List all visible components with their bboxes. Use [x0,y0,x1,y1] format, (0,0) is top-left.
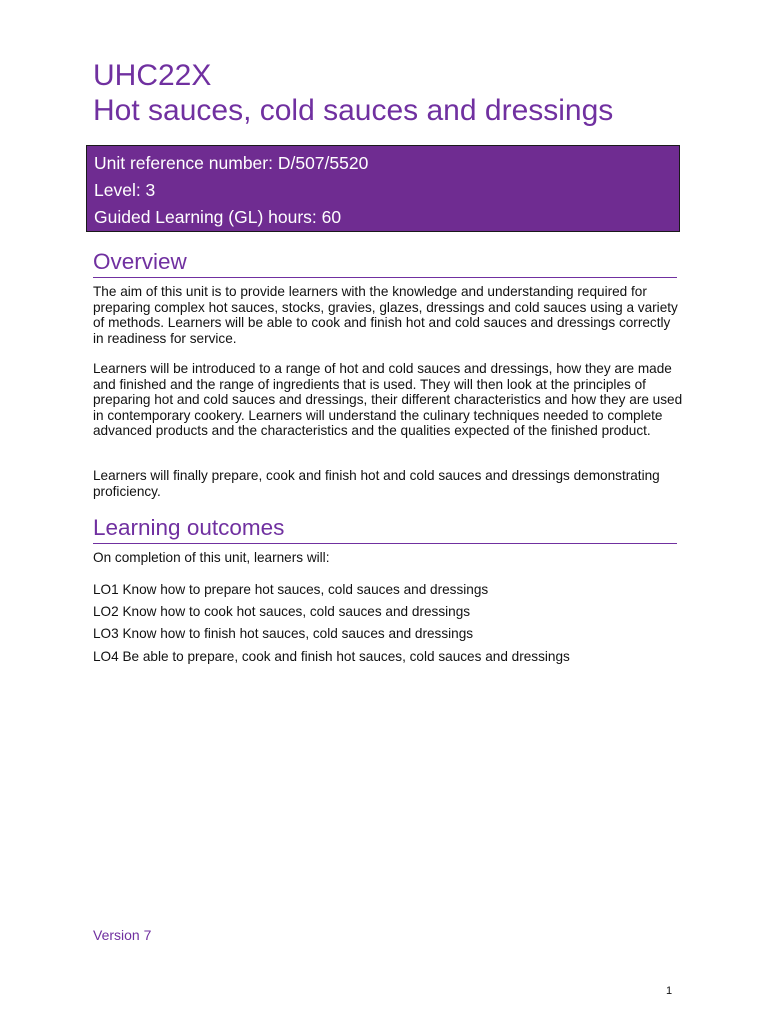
unit-code: UHC22X [93,59,212,92]
learning-outcomes-heading: Learning outcomes [93,514,677,544]
footer-version: Version 7 [93,927,152,943]
overview-heading: Overview [93,248,677,278]
overview-paragraph-2: Learners will be introduced to a range of hot and cold sauces and dressings, how they are made and finished and the range of ingredients that is used. They will then look at the principles of preparing hot and cold sauces and dressings, their different characteristics and how they are used in contemporary cookery. Learners will understand the culinary techniques needed to complete advanced products and the characteristics and the qualities expected of the finished product. [93,361,683,439]
overview-paragraph-1: The aim of this unit is to provide learners with the knowledge and understanding required for preparing complex hot sauces, stocks, gravies, glazes, dressings and cold sauces using a variety of methods. Learners will be able to cook and finish hot and cold sauces and dressings correctly in readiness for service. [93,284,678,346]
learning-outcome-lo4: LO4 Be able to prepare, cook and finish hot sauces, cold sauces and dressings [93,649,570,664]
unit-level: Level: 3 [94,180,156,200]
learning-outcomes-intro: On completion of this unit, learners will: [93,550,330,565]
unit-title: Hot sauces, cold sauces and dressings [93,94,614,127]
page-number: 1 [666,985,673,997]
overview-paragraph-3: Learners will finally prepare, cook and finish hot and cold sauces and dressings demonstrating proficiency. [93,468,660,499]
unit-info-box [86,145,680,232]
unit-reference-number: Unit reference number: D/507/5520 [94,153,369,173]
learning-outcome-lo3: LO3 Know how to finish hot sauces, cold sauces and dressings [93,626,474,641]
learning-outcome-lo2: LO2 Know how to cook hot sauces, cold sauces and dressings [93,604,471,619]
learning-outcome-lo1: LO1 Know how to prepare hot sauces, cold sauces and dressings [93,582,489,597]
guided-learning-hours: Guided Learning (GL) hours: 60 [94,207,342,227]
